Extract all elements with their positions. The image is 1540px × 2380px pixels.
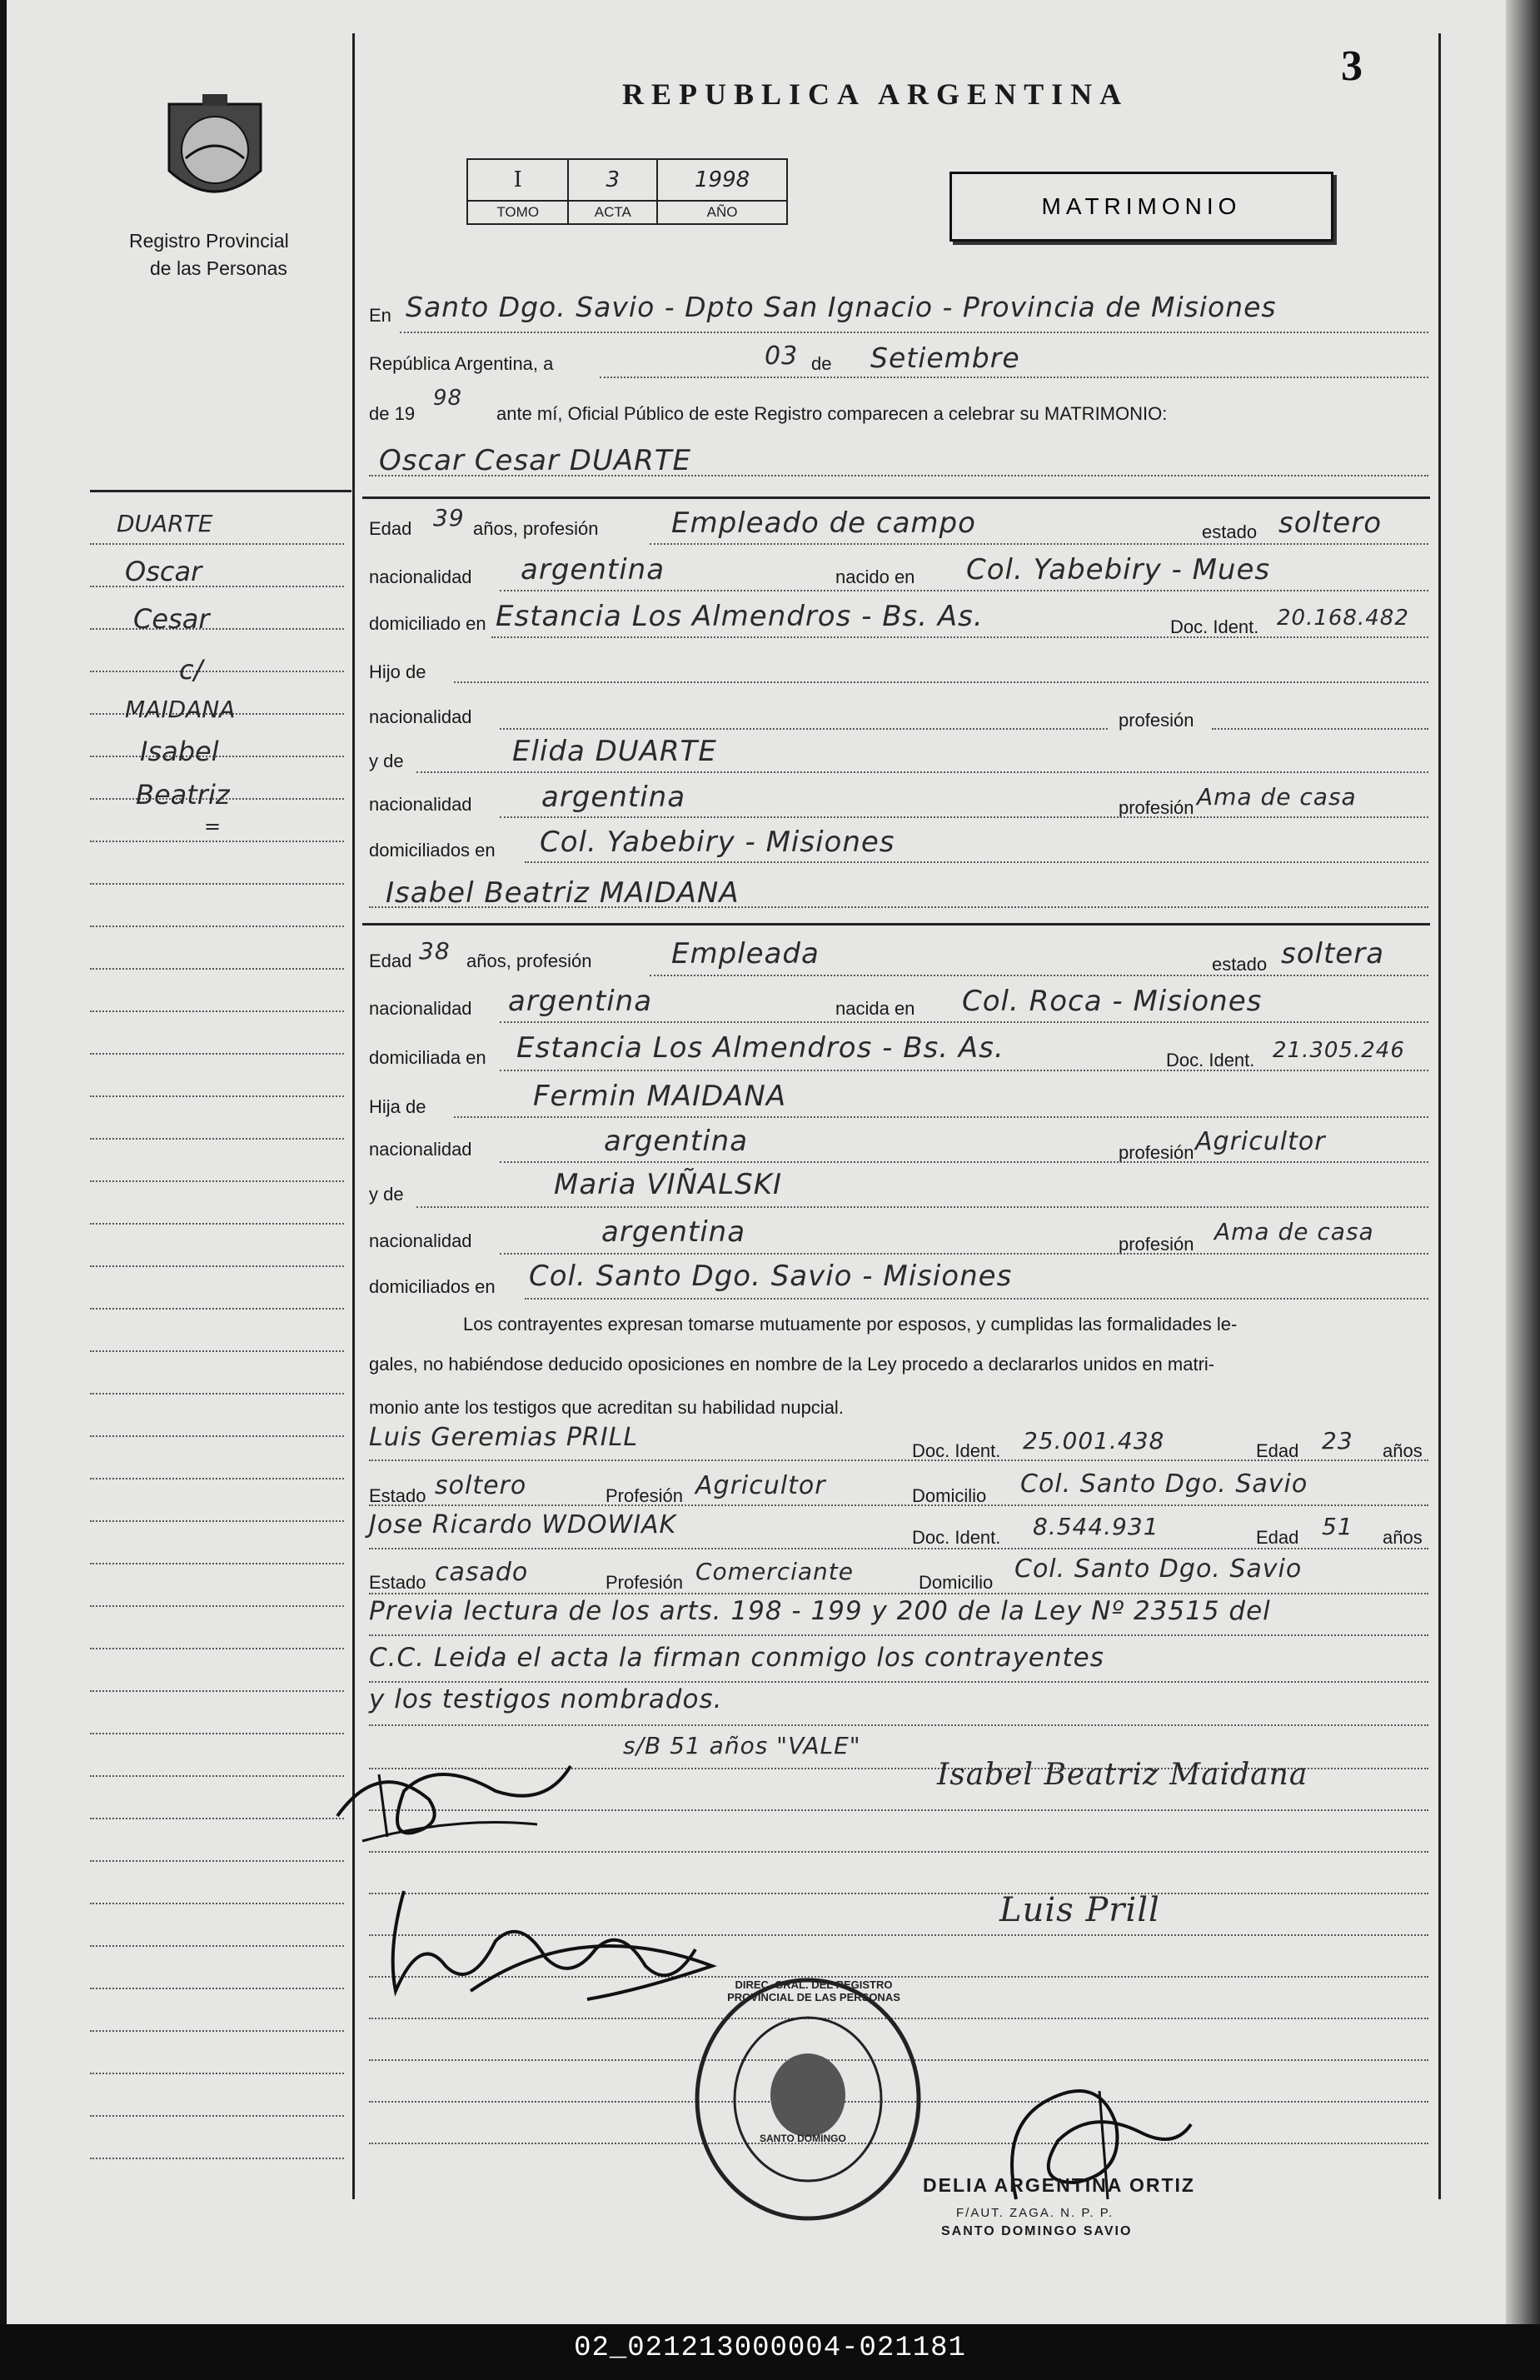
groom-mother-profession: Ama de casa [1197,783,1357,811]
preamble-statement: ante mí, Oficial Público de este Registro comparecen a celebrar su MATRIMONIO: [496,403,1168,424]
margin-ruled-line [90,2073,344,2074]
bride-father-profession: Agricultor [1195,1127,1326,1156]
left-margin-rule [352,33,355,2199]
margin-ruled-line [90,1945,344,1947]
margin-note-7: Beatriz [136,779,230,811]
margin-ruled-line [90,2030,344,2032]
register-box [466,158,788,225]
groom-estado-label: estado [1202,521,1258,542]
groom-hijo-label: Hijo de [369,661,426,682]
de-label: de [811,353,832,374]
tomo-value: I [467,159,568,201]
groom-doc-number: 20.168.482 [1277,606,1409,631]
margin-ruled-line [90,1648,344,1649]
groom-birthplace: Col. Yabebiry - Mues [966,553,1271,586]
anio-value: 1998 [657,159,787,201]
witness2-age: 51 [1322,1513,1353,1540]
declaration-line3: monio ante los testigos que acreditan su habilidad nupcial. [369,1397,844,1418]
groom-doc-label: Doc. Ident. [1170,616,1259,637]
closing-line1: Previa lectura de los arts. 198 - 199 y 200 de la Ley Nº 23515 del [369,1596,1271,1626]
margin-ruled-line [90,1775,344,1777]
groom-mother-nationality: argentina [541,781,686,814]
witness1-address: Col. Santo Dgo. Savio [1020,1469,1308,1499]
declaration-line1: Los contrayentes expresan tomarse mutuamente por esposos, y cumplidas las formalidades le- [463,1314,1238,1335]
margin-note-4: c/ [179,654,203,686]
bride-address: Estancia Los Almendros - Bs. As. [516,1031,1004,1065]
witness2-name: Jose Ricardo WDOWIAK [369,1510,677,1539]
day-value: 03 [765,342,799,371]
month-value: Setiembre [870,342,1020,374]
bride-hija-label: Hija de [369,1096,426,1117]
en-label: En [369,305,391,326]
bride-profesion-label: años, profesión [466,951,592,971]
groom-parents-dom-label: domiciliados en [369,840,496,861]
groom-mother-prof-label: profesión [1119,797,1194,818]
place-value: Santo Dgo. Savio - Dpto San Ignacio - Provincia de Misiones [406,291,1277,323]
witness2-address: Col. Santo Dgo. Savio [1014,1554,1303,1584]
groom-domiciliado-label: domiciliado en [369,613,486,634]
margin-note-2: Oscar [125,556,202,587]
bride-father: Fermin MAIDANA [533,1080,787,1113]
witness1-edad-label: Edad [1256,1440,1299,1461]
margin-ruled-line [90,1860,344,1862]
stamp-ring-text: DIREC. GRAL. DEL REGISTRO PROVINCIAL DE LAS PERSONAS [727,1978,900,2003]
margin-ruled-line [90,2115,344,2117]
bride-nacionalidad-label: nacionalidad [369,998,472,1019]
margin-ruled-line [90,1350,344,1352]
margin-ruled-line [90,1818,344,1819]
year-prefix: de 19 [369,403,416,424]
bride-father-nationality: argentina [604,1125,749,1158]
margin-note-3: Cesar [133,603,210,635]
province-seal-icon [161,87,269,212]
margin-ruled-line [90,1903,344,1904]
bride-doc-number: 21.305.246 [1273,1038,1405,1063]
bride-domiciliada-label: domiciliada en [369,1047,486,1068]
bride-estado-label: estado [1212,954,1268,975]
witness2-edad-label: Edad [1256,1527,1299,1548]
acta-label: ACTA [568,201,657,224]
bride-parents-dom-label: domiciliados en [369,1276,496,1297]
margin-ruled-line [90,1393,344,1395]
closing-correction: s/B 51 años "VALE" [623,1732,861,1759]
bride-profession: Empleada [671,937,820,970]
registry-name-line1: Registro Provincial [129,230,289,252]
margin-ruled-line [90,841,344,842]
closing-line3: y los testigos nombrados. [369,1684,723,1714]
margin-ruled-line [90,2158,344,2159]
margin-ruled-line [90,1733,344,1734]
footer-id: 02_021213000004-021181 [574,2333,966,2364]
registry-round-stamp-icon [691,1974,924,2224]
bride-nacida-label: nacida en [835,998,915,1019]
closing-line2: C.C. Leida el acta la firman conmigo los contrayentes [369,1643,1104,1673]
witness1-domicilio-label: Domicilio [912,1485,987,1506]
groom-profession: Empleado de campo [671,506,976,540]
bride-signature: Isabel Beatriz Maidana [937,1758,1308,1792]
document-type-box: MATRIMONIO [949,172,1333,242]
groom-nacido-label: nacido en [835,566,915,587]
margin-note-5: MAIDANA [125,696,236,723]
country-title: REPUBLICA ARGENTINA [622,77,1129,111]
right-margin-rule [1438,33,1441,2199]
margin-ruled-line [90,1095,344,1097]
declaration-line2: gales, no habiéndose deducido oposiciones en nombre de la Ley procedo a declararlos unidos en matri- [369,1354,1215,1375]
margin-ruled-line [90,926,344,927]
bride-parents-address: Col. Santo Dgo. Savio - Misiones [529,1260,1013,1293]
bride-y-de-label: y de [369,1184,404,1205]
bride-full-name: Isabel Beatriz MAIDANA [386,876,740,910]
groom-signature-icon [329,1741,579,1849]
groom-parents-address: Col. Yabebiry - Misiones [540,826,895,859]
witness2-anios-label: años [1383,1527,1423,1548]
bride-mother-profession: Ama de casa [1214,1218,1374,1245]
groom-father-prof-label: profesión [1119,710,1194,731]
margin-ruled-line [90,628,344,630]
margin-ruled-line [90,883,344,885]
margin-top-rule [90,490,351,492]
margin-ruled-line [90,968,344,970]
witness2-estado-label: Estado [369,1572,426,1593]
groom-age: 39 [433,504,465,531]
witness1-profesion-label: Profesión [606,1485,683,1506]
tomo-label: TOMO [467,201,568,224]
bride-nationality: argentina [508,985,653,1018]
witness1-signature: Luis Prill [999,1891,1160,1929]
groom-full-name: Oscar Cesar DUARTE [379,444,691,477]
witness2-profesion-label: Profesión [606,1572,683,1593]
witness2-doc-label: Doc. Ident. [912,1527,1001,1548]
witness1-doc-label: Doc. Ident. [912,1440,1001,1461]
margin-ruled-line [90,1520,344,1522]
groom-profesion-label: años, profesión [473,518,599,539]
book-binding [1506,0,1540,2324]
witness2-status: casado [435,1558,529,1587]
margin-ruled-line [90,1010,344,1012]
witness1-age: 23 [1322,1427,1353,1454]
official-title: F/AUT. ZAGA. N. P. P. [956,2206,1114,2220]
bride-mother: Maria VIÑALSKI [554,1168,783,1201]
official-name: DELIA ARGENTINA ORTIZ [923,2174,1195,2196]
witness2-profession: Comerciante [695,1558,854,1585]
margin-ruled-line [90,1605,344,1607]
margin-ruled-line [90,1308,344,1310]
margin-note-1: DUARTE [117,510,213,537]
margin-ruled-line [90,671,344,672]
bride-mother-nationality: argentina [601,1215,746,1249]
witness1-status: soltero [435,1471,527,1500]
witness2-doc: 8.544.931 [1033,1513,1159,1540]
bride-father-prof-label: profesión [1119,1142,1194,1163]
registry-name-line2: de las Personas [150,257,287,279]
witness1-name: Luis Geremias PRILL [369,1423,639,1452]
groom-civil-status: soltero [1278,506,1382,540]
anio-label: AÑO [657,201,787,224]
groom-address: Estancia Los Almendros - Bs. As. [496,600,984,633]
witness1-estado-label: Estado [369,1485,426,1506]
stamp-inner-text: SANTO DOMINGO [760,2133,846,2144]
witness2-domicilio-label: Domicilio [919,1572,994,1593]
margin-ruled-line [90,1563,344,1564]
margin-ruled-line [90,1265,344,1267]
witness2-signature-icon [371,1866,720,2008]
page-number: 3 [1341,42,1363,90]
groom-edad-label: Edad [369,518,412,539]
witness1-anios-label: años [1383,1440,1423,1461]
acta-value: 3 [568,159,657,201]
bride-edad-label: Edad [369,951,412,971]
groom-mother: Elida DUARTE [512,735,717,768]
witness1-doc: 25.001.438 [1023,1427,1165,1454]
margin-ruled-line [90,543,344,545]
margin-ruled-line [90,1053,344,1055]
groom-father-nat-label: nacionalidad [369,706,472,727]
bride-age: 38 [419,937,451,965]
bride-mother-nat-label: nacionalidad [369,1230,472,1251]
margin-note-8: = [204,815,222,838]
official-office: SANTO DOMINGO SAVIO [941,2224,1133,2238]
bride-birthplace: Col. Roca - Misiones [962,985,1263,1018]
margin-note-6: Isabel [140,736,219,767]
bride-mother-prof-label: profesión [1119,1234,1194,1255]
bride-father-nat-label: nacionalidad [369,1139,472,1160]
groom-mother-nat-label: nacionalidad [369,794,472,815]
margin-ruled-line [90,1435,344,1437]
margin-ruled-line [90,1180,344,1182]
year-suffix: 98 [433,386,463,411]
margin-ruled-line [90,1988,344,1989]
republica-label: República Argentina, a [369,353,554,374]
margin-ruled-line [90,1138,344,1140]
margin-ruled-line [90,1223,344,1225]
margin-ruled-line [90,1690,344,1692]
witness1-profession: Agricultor [695,1471,826,1500]
groom-y-de-label: y de [369,751,404,771]
bride-doc-label: Doc. Ident. [1166,1050,1255,1070]
margin-ruled-line [90,1478,344,1479]
groom-nacionalidad-label: nacionalidad [369,566,472,587]
bride-civil-status: soltera [1281,937,1385,970]
groom-nationality: argentina [521,553,665,586]
